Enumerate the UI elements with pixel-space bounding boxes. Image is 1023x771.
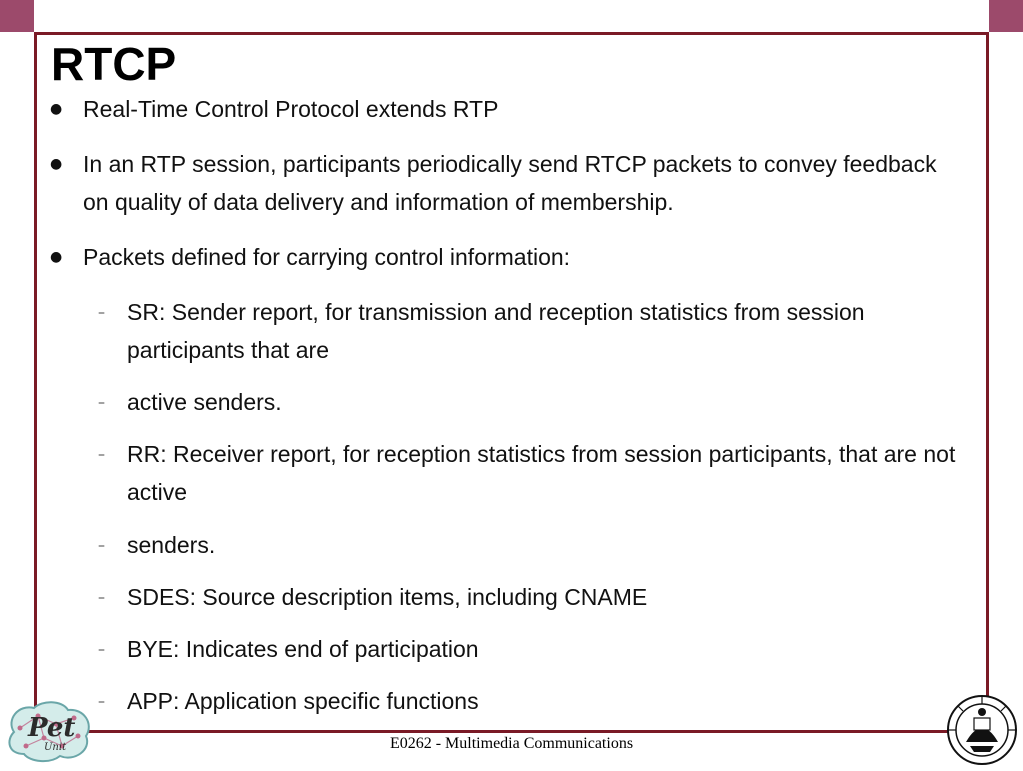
dash-marker: – <box>98 538 105 554</box>
sub-item <box>98 682 977 720</box>
dash-marker: – <box>98 642 105 658</box>
institute-emblem <box>944 694 1020 771</box>
logo-left-subtext: Unit <box>44 742 67 753</box>
bullet-text: Real-Time Control Protocol extends RTP <box>83 96 499 122</box>
corner-decoration-left <box>0 0 34 32</box>
sub-item-text: RR: Receiver report, for reception statistics from session participants, that are not active <box>127 441 956 505</box>
sub-item <box>98 526 977 564</box>
bullet-marker: ● <box>50 101 63 117</box>
sub-item <box>98 630 977 668</box>
bullet-marker: ● <box>50 156 63 172</box>
dash-marker: – <box>98 395 105 411</box>
dash-marker: – <box>98 305 105 321</box>
sub-item <box>98 435 977 511</box>
footer-text: E0262 - Multimedia Communications <box>389 735 634 752</box>
dash-marker: – <box>98 590 105 606</box>
bullet-item <box>50 238 963 276</box>
bullet-text: Packets defined for carrying control information: <box>83 244 571 270</box>
sub-item-text: APP: Application specific functions <box>127 688 479 714</box>
corner-decoration-right <box>989 0 1023 32</box>
sub-item <box>98 578 977 616</box>
sub-item-text: SR: Sender report, for transmission and reception statistics from session participants that are <box>127 299 865 363</box>
pet-unit-logo <box>4 698 94 769</box>
sub-item <box>98 293 977 369</box>
sub-item-text: senders. <box>127 532 216 558</box>
bullet-marker: ● <box>50 249 63 265</box>
dash-marker: – <box>98 447 105 463</box>
sub-item-text: BYE: Indicates end of participation <box>127 636 479 662</box>
logo-left-text: Pet <box>28 713 76 743</box>
bullet-text: In an RTP session, participants periodically send RTCP packets to convey feedback on quality of data delivery and information of membership. <box>83 151 937 215</box>
sub-item-text: SDES: Source description items, including CNAME <box>127 584 648 610</box>
slide-title: RTCP <box>51 38 177 90</box>
bullet-item <box>50 145 963 221</box>
sub-item <box>98 383 977 421</box>
bullet-item <box>50 90 963 128</box>
dash-marker: – <box>98 694 105 710</box>
sub-item-text: active senders. <box>127 389 282 415</box>
